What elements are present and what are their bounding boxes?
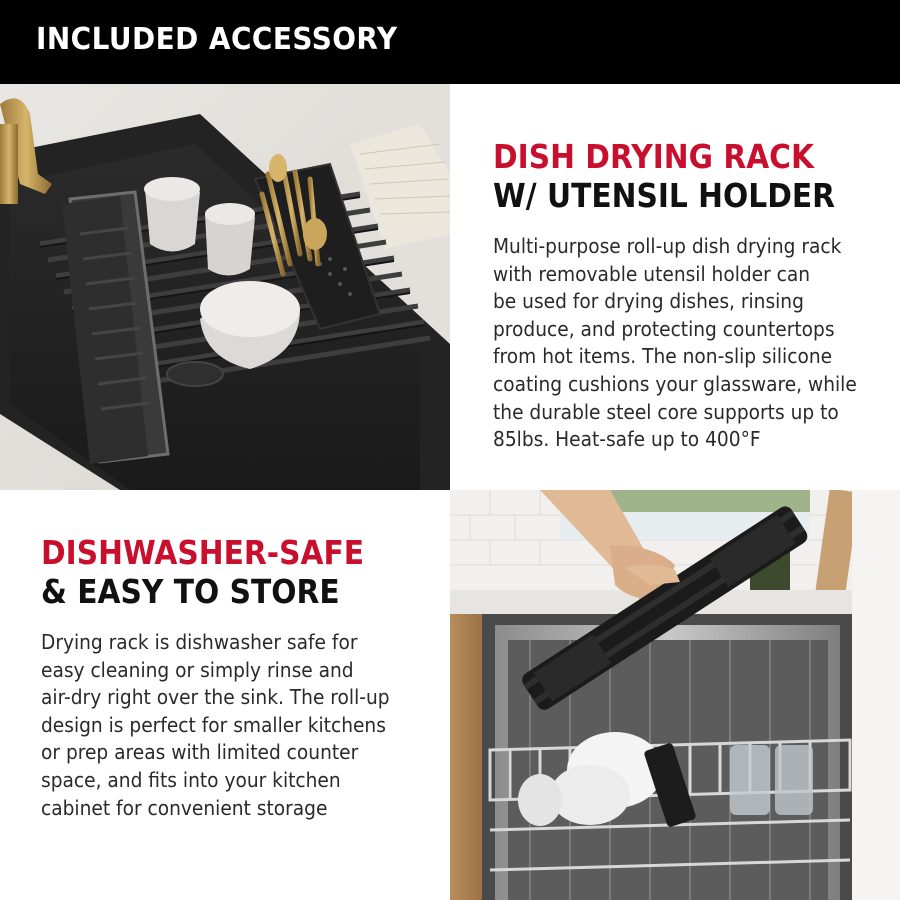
dishwasher-photo <box>450 490 900 900</box>
description-line: space, and fits into your kitchen <box>41 767 341 792</box>
description-line: from hot items. The non-slip silicone <box>493 344 833 369</box>
description-line: 85lbs. Heat-safe up to 400°F <box>493 427 761 452</box>
description-line: design is perfect for smaller kitchens <box>41 712 386 737</box>
description-line: cabinet for convenient storage <box>41 795 328 820</box>
dishwasher-description <box>41 629 390 822</box>
description-line: with removable utensil holder can <box>493 261 811 286</box>
dishwasher-heading-black: & EASY TO STORE <box>41 572 340 611</box>
drying-rack-heading-black: W/ UTENSIL HOLDER <box>493 176 836 215</box>
description-line: or prep areas with limited counter <box>41 740 359 765</box>
dishwasher-heading-red: DISHWASHER-SAFE <box>41 533 365 572</box>
description-line: coating cushions your glassware, while <box>493 371 857 396</box>
description-line: produce, and protecting countertops <box>493 316 835 341</box>
header-bar <box>0 0 900 84</box>
drying-rack-text-panel <box>450 84 900 490</box>
description-line: Multi-purpose roll-up dish drying rack <box>493 234 842 258</box>
dishwasher-safe-text-panel <box>0 490 450 900</box>
description-line: Drying rack is dishwasher safe for <box>41 630 358 654</box>
description-line: easy cleaning or simply rinse and <box>41 657 354 682</box>
description-line: be used for drying dishes, rinsing <box>493 289 804 314</box>
drying-rack-heading-red: DISH DRYING RACK <box>493 137 814 176</box>
sink-drying-rack-photo <box>0 84 450 490</box>
header-title: INCLUDED ACCESSORY <box>36 22 398 57</box>
description-line: the durable steel core supports up to <box>493 399 839 424</box>
drying-rack-description <box>493 233 857 454</box>
description-line: air-dry right over the sink. The roll-up <box>41 685 390 710</box>
